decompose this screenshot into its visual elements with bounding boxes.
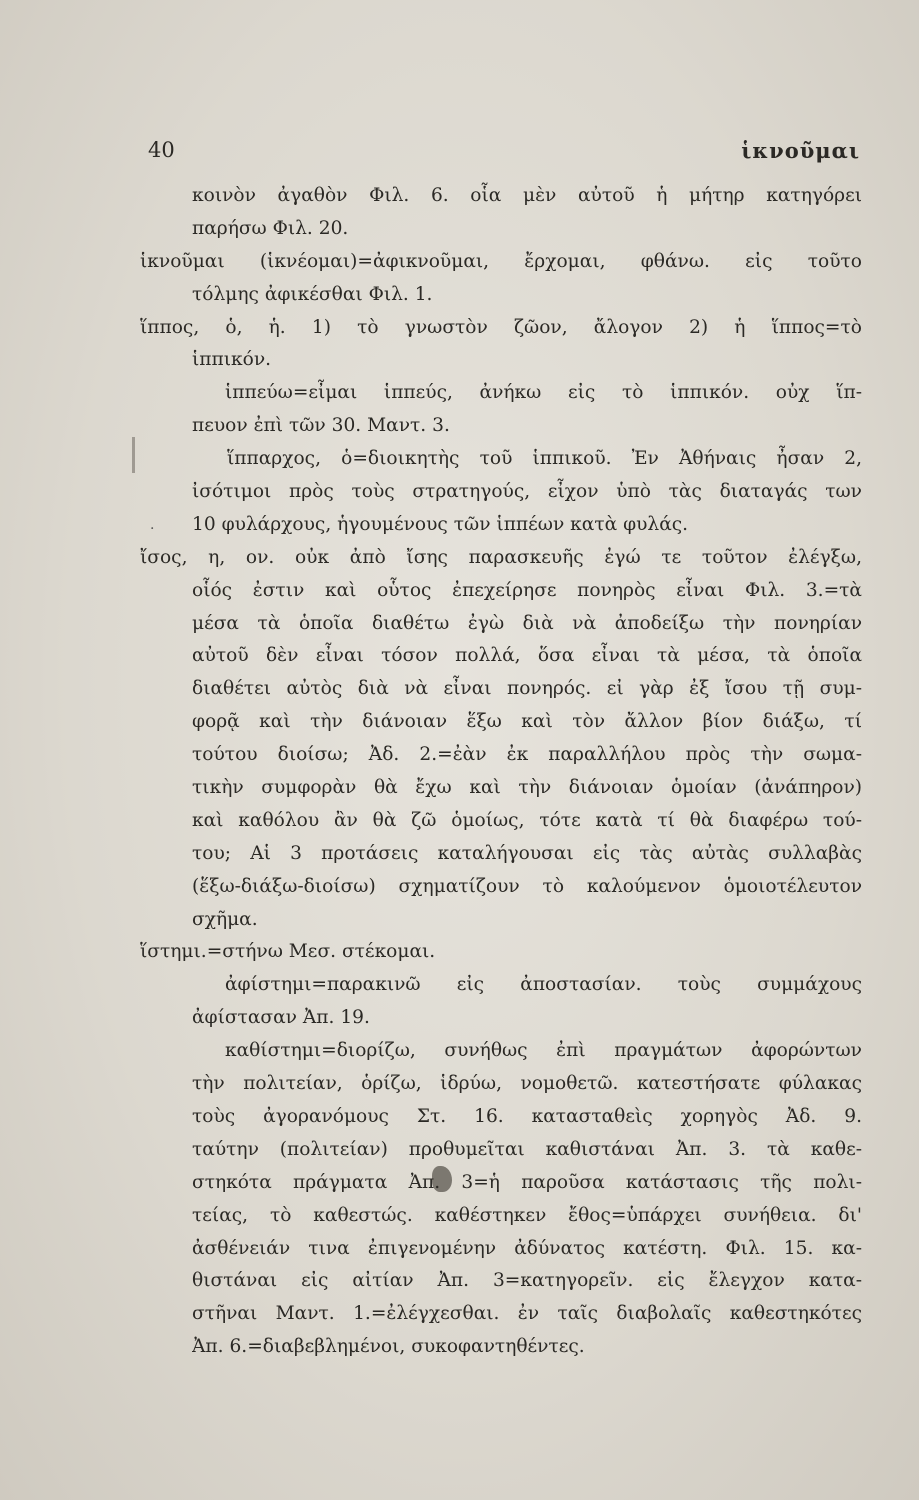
text-line: τικὴν συμφορὰν θὰ ἔχω καὶ τὴν διάνοιαν ὁμοίαν (ἀνάπηρον): [192, 777, 862, 799]
text-line: ἀφίστασαν Ἀπ. 19.: [192, 1007, 370, 1029]
text-line: διαθέτει αὐτὸς διὰ νὰ εἶναι πονηρός. εἰ γὰρ ἐξ ἴσου τῇ συμ-: [192, 678, 862, 700]
text-line: ἴσος, η, ον. οὐκ ἀπὸ ἴσης παρασκευῆς ἐγώ τε τοῦτον ἐλέγξω,: [140, 546, 862, 568]
margin-mark: [132, 437, 135, 473]
text-line: οἷός ἐστιν καὶ οὗτος ἐπεχείρησε πονηρὸς εἶναι Φιλ. 3.=τὰ: [192, 579, 862, 601]
text-line: (ἕξω-διάξω-διοίσω) σχηματίζουν τὸ καλούμενον ὁμοιοτέλευτον: [192, 875, 862, 897]
text-line: τοὺς ἀγορανόμους Στ. 16. κατασταθεὶς χορηγὸς Ἀδ. 9.: [192, 1105, 862, 1127]
text-line: κοινὸν ἀγαθὸν Φιλ. 6. οἷα μὲν αὐτοῦ ἡ μήτηρ κατηγόρει: [192, 185, 862, 206]
text-line: καὶ καθόλου ἂν θὰ ζῶ ὁμοίως, τότε κατὰ τί θὰ διαφέρω τού-: [192, 809, 862, 831]
text-line: στῆναι Μαντ. 1.=ἐλέγχεσθαι. ἐν ταῖς διαβολαῖς καθεστηκότες: [192, 1303, 862, 1325]
text-line: θιστάναι εἰς αἰτίαν Ἀπ. 3=κατηγορεῖν. εἰς ἔλεγχον κατα-: [192, 1270, 862, 1292]
running-head: ἱκνοῦμαι: [741, 138, 860, 163]
text-line: Ἀπ. 6.=διαβεβλημένοι, συκοφαντηθέντες.: [192, 1336, 585, 1358]
text-line: ἵστημι.=στήνω Μεσ. στέκομαι.: [140, 941, 436, 963]
text-line: τὴν πολιτείαν, ὁρίζω, ἱδρύω, νομοθετῶ. κατεστήσατε φύλακας: [192, 1073, 862, 1095]
dictionary-text: [140, 180, 862, 1364]
text-line: ἀφίστημι=παρακινῶ εἰς ἀποστασίαν. τοὺς συμμάχους: [225, 974, 862, 996]
text-line: παρήσω Φιλ. 20.: [192, 217, 349, 239]
text-line: ἵππαρχος, ὁ=διοικητὴς τοῦ ἱππικοῦ. Ἐν Ἀθήναις ἦσαν 2,: [227, 448, 862, 470]
text-line: φορᾷ καὶ τὴν διάνοιαν ἕξω καὶ τὸν ἄλλον βίον διάξω, τί: [192, 711, 862, 733]
margin-dot: ·: [150, 521, 155, 537]
text-line: 10 φυλάρχους, ἡγουμένους τῶν ἱππέων κατὰ φυλάς.: [192, 513, 689, 535]
text-line: ἱκνοῦμαι (ἱκνέομαι)=ἀφικνοῦμαι, ἔρχομαι, φθάνω. εἰς τοῦτο: [140, 250, 862, 272]
text-line: ἀσθένειάν τινα ἐπιγενομένην ἀδύνατος κατέστη. Φιλ. 15. κα-: [192, 1237, 862, 1259]
text-line: ἱππικόν.: [192, 349, 272, 371]
text-line: ταύτην (πολιτείαν) προθυμεῖται καθιστάναι Ἀπ. 3. τὰ καθε-: [192, 1138, 862, 1160]
text-line: ἰσότιμοι πρὸς τοὺς στρατηγούς, εἶχον ὑπὸ τὰς διαταγάς των: [192, 481, 862, 503]
text-line: τόλμης ἀφικέσθαι Φιλ. 1.: [192, 283, 433, 305]
text-line: στηκότα πράγματα Ἀπ. 3=ἡ παροῦσα κατάστασις τῆς πολι-: [192, 1171, 862, 1193]
text-line: μέσα τὰ ὁποῖα διαθέτω ἐγὼ διὰ νὰ ἀποδείξω τὴν πονηρίαν: [192, 612, 862, 634]
text-line: του; Αἱ 3 προτάσεις καταλήγουσαι εἰς τὰς αὐτὰς συλλαβὰς: [192, 842, 862, 864]
text-line: ἵππος, ὁ, ἡ. 1) τὸ γνωστὸν ζῶον, ἄλογον 2) ἡ ἵππος=τὸ: [140, 316, 862, 338]
text-line: τείας, τὸ καθεστώς. καθέστηκεν ἔθος=ὑπάρχει συνήθεια. δι': [192, 1204, 862, 1226]
page-number: 40: [148, 138, 175, 162]
text-line: τούτου διοίσω; Ἀδ. 2.=ἐὰν ἐκ παραλλήλου πρὸς τὴν σωμα-: [192, 744, 862, 766]
page-header: [148, 138, 860, 168]
text-line: ἱππεύω=εἶμαι ἱππεύς, ἀνήκω εἰς τὸ ἱππικόν. οὐχ ἵπ-: [225, 382, 862, 404]
text-line: καθίστημι=διορίζω, συνήθως ἐπὶ πραγμάτων ἀφορώντων: [225, 1040, 862, 1062]
text-line: σχῆμα.: [192, 908, 258, 930]
text-line: πευον ἐπὶ τῶν 30. Μαντ. 3.: [192, 415, 450, 437]
text-line: αὐτοῦ δὲν εἶναι τόσον πολλά, ὅσα εἶναι τὰ μέσα, τὰ ὁποῖα: [192, 645, 862, 667]
